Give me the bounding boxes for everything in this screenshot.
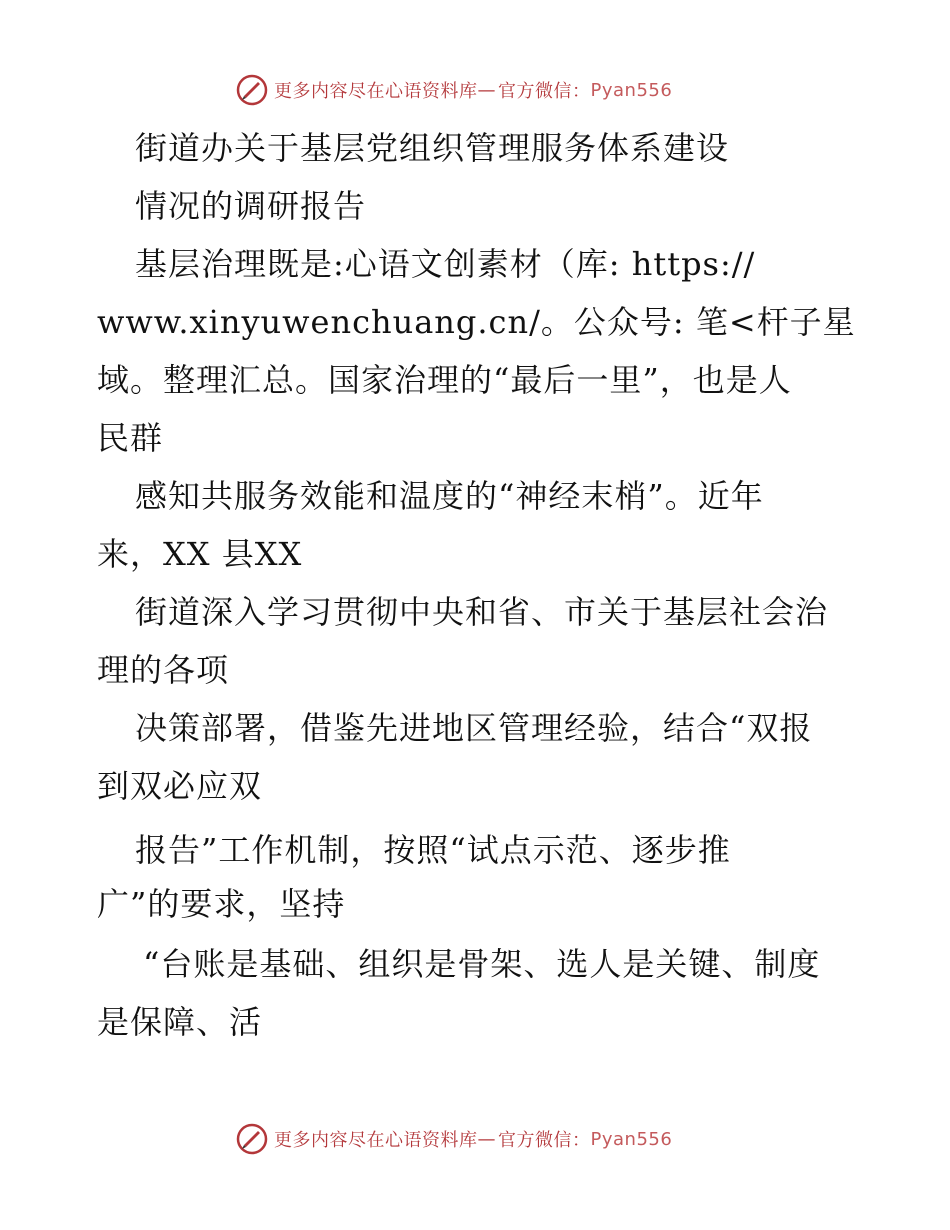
quill-logo-icon	[236, 1123, 268, 1155]
paragraph-line: 报告”工作机制，按照“试点示范、逐步推	[135, 831, 731, 869]
paragraph-line: 是保障、活	[97, 1003, 263, 1041]
paragraph-line: 来，XX 县XX	[97, 535, 303, 573]
title-line-1: 街道办关于基层党组织管理服务体系建设	[135, 129, 730, 167]
banner-separator: —	[477, 79, 496, 101]
paragraph-line: 民群	[97, 419, 164, 457]
paragraph-line: 到双必应双	[97, 767, 263, 805]
quill-logo-icon	[236, 74, 268, 106]
banner-text: 更多内容尽在心语资料库	[274, 1130, 478, 1151]
paragraph-line: 感知共服务效能和温度的“神经末梢”。近年	[135, 477, 764, 515]
footer-banner	[236, 1121, 672, 1157]
banner-text: 更多内容尽在心语资料库	[274, 81, 478, 102]
paragraph-line: 基层治理既是:心语文创素材（库: https://	[135, 245, 756, 283]
header-banner	[236, 72, 672, 108]
banner-wechat-label: 官方微信：	[498, 1130, 591, 1151]
paragraph-line: 广”的要求，坚持	[97, 885, 346, 923]
banner-account: Pyan556	[590, 1128, 673, 1150]
banner-wechat-label: 官方微信：	[498, 81, 591, 102]
paragraph-line: 域。整理汇总。国家治理的“最后一里”，也是人	[97, 361, 792, 399]
paragraph-line: “台账是基础、组织是骨架、选人是关键、制度	[143, 945, 821, 983]
paragraph-line: 理的各项	[97, 651, 230, 689]
paragraph-line: 街道深入学习贯彻中央和省、市关于基层社会治	[135, 593, 829, 631]
banner-account: Pyan556	[590, 79, 673, 101]
banner-separator: —	[477, 1128, 496, 1150]
title-line-2: 情况的调研报告	[135, 187, 367, 225]
paragraph-line: www.xinyuwenchuang.cn/。公众号: 笔<杆子星	[97, 303, 856, 341]
paragraph-line: 决策部署，借鉴先进地区管理经验，结合“双报	[135, 709, 813, 747]
